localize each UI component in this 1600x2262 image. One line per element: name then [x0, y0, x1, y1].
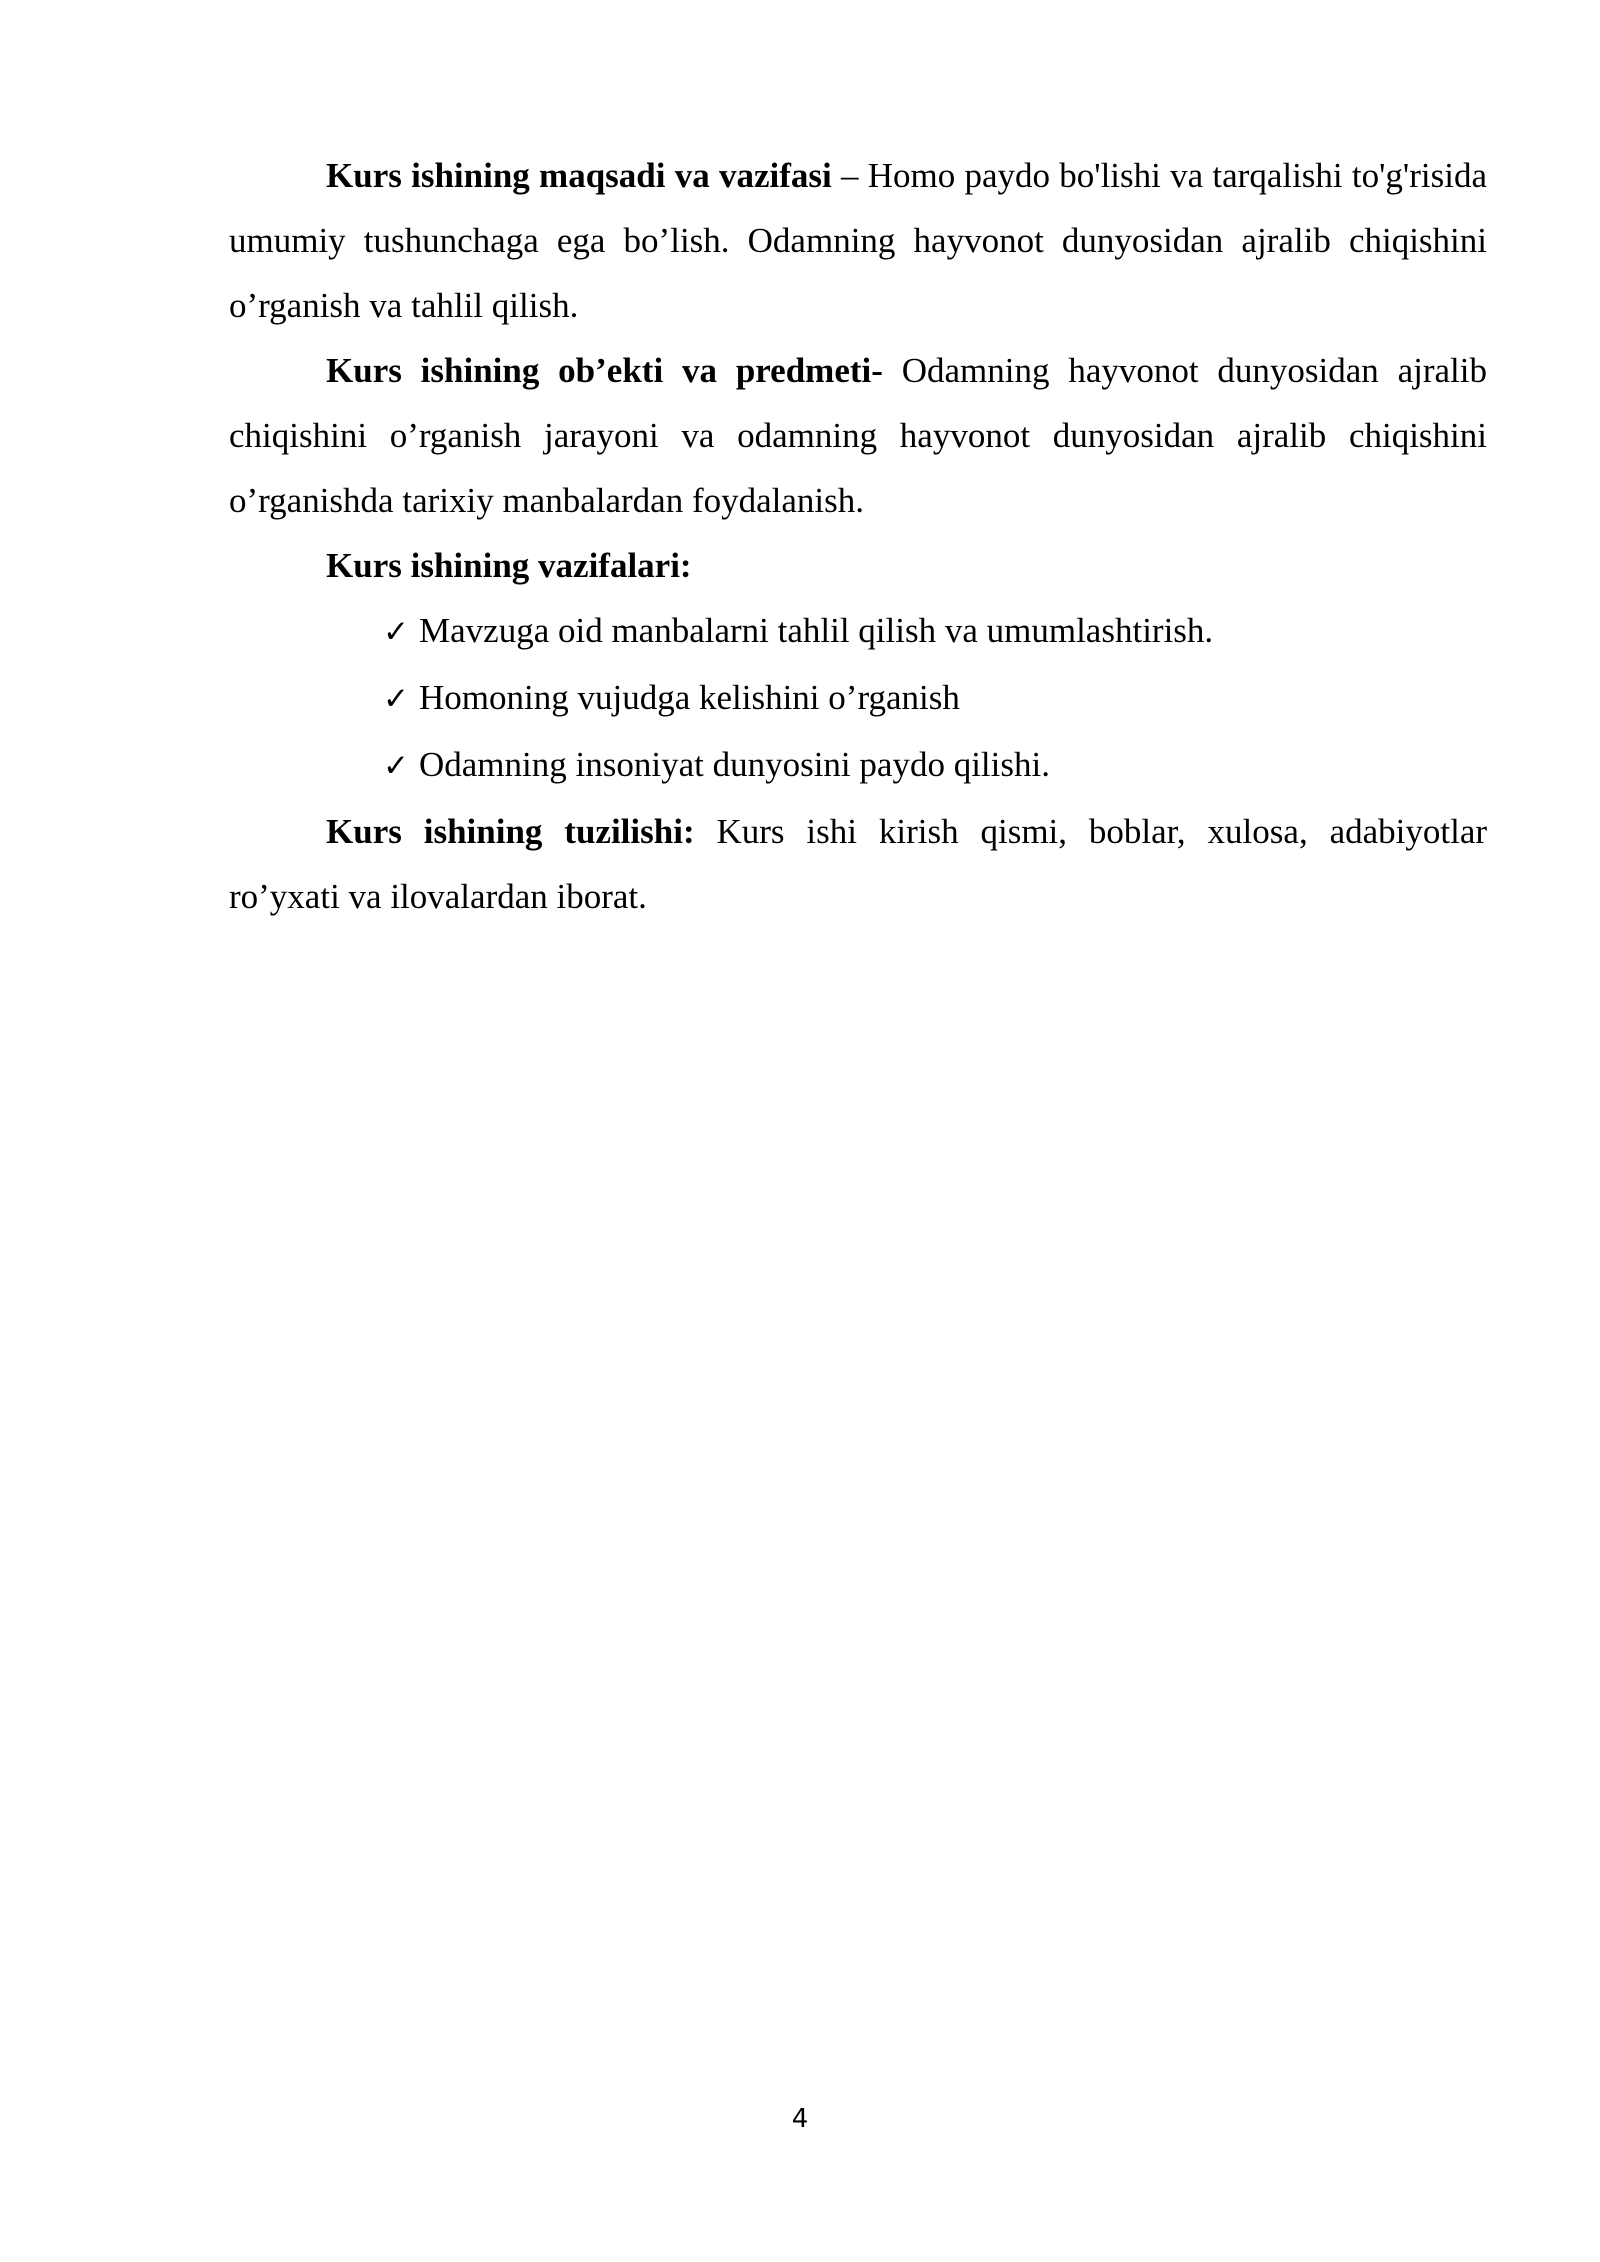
- list-item: [383, 665, 1487, 732]
- goal-lead: Kurs ishining maqsadi va vazifasi: [326, 156, 832, 195]
- structure-paragraph: [229, 799, 1487, 929]
- tasks-heading: Kurs ishining vazifalari:: [326, 546, 692, 585]
- page-content: [229, 143, 1487, 929]
- task-text: Mavzuga oid manbalarni tahlil qilish va umumlashtirish.: [419, 611, 1214, 650]
- list-item: [383, 598, 1487, 665]
- task-text: Odamning insoniyat dunyosini paydo qilishi.: [419, 745, 1050, 784]
- goal-separator: –: [831, 156, 868, 195]
- task-text: Homoning vujudga kelishini o’rganish: [419, 678, 960, 717]
- tasks-list: [229, 598, 1487, 799]
- object-paragraph: [229, 338, 1487, 533]
- checkmark-icon: ✓: [383, 614, 409, 650]
- page-number: 4: [791, 2104, 809, 2134]
- goal-text: Homo paydo bo'lishi va tarqalishi to'g'risida umumiy tushunchaga ega bo’lish. Odamning hayvonot dunyosidan ajralib chiqishini o’rganish va tahlil qilish.: [229, 156, 1487, 325]
- structure-lead: Kurs ishining tuzilishi:: [326, 812, 695, 851]
- checkmark-icon: ✓: [383, 748, 409, 784]
- object-lead: Kurs ishining ob’ekti va predmeti-: [326, 351, 883, 390]
- object-text: Odamning hayvonot dunyosidan ajralib chiqishini o’rganish jarayoni va odamning hayvonot dunyosidan ajralib chiqishini o’rganishda tarixiy manbalardan foydalanish.: [229, 351, 1487, 520]
- checkmark-icon: ✓: [383, 681, 409, 717]
- structure-text: Kurs ishi kirish qismi, boblar, xulosa, adabiyotlar ro’yxati va ilovalardan iborat.: [229, 812, 1488, 916]
- goal-paragraph: [229, 143, 1487, 338]
- list-item: [383, 732, 1487, 799]
